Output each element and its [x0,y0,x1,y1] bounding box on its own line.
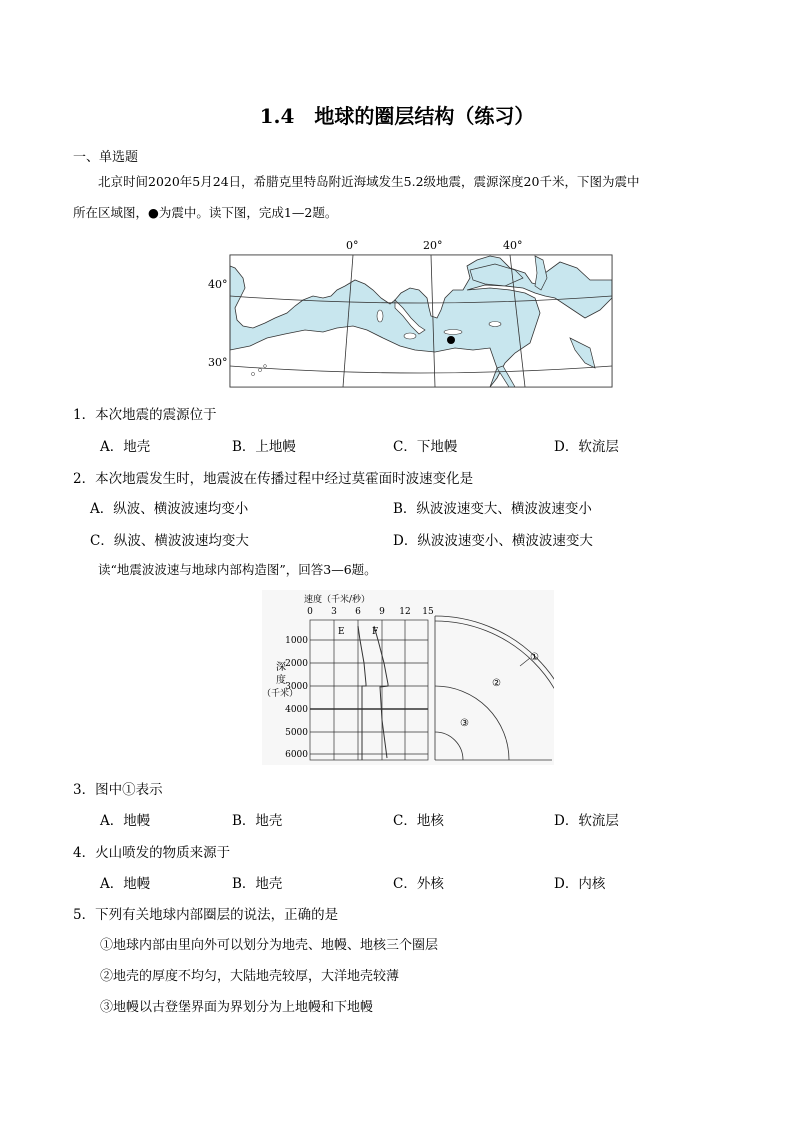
x-tick-label: 9 [379,607,385,617]
y-tick-label: 5000 [285,728,308,738]
layer-label-2: ② [492,678,501,689]
q4-option-c: C．外核 [393,876,444,892]
x-tick-label: 0 [307,607,313,617]
y-axis-title: （千米） [262,689,299,699]
y-tick-label: 1000 [285,636,308,646]
q2-option-b: B．纵波波速变大、横波波速变小 [393,501,592,517]
intro-paragraph-line1: 北京时间2020年5月24日，希腊克里特岛附近海域发生5.2级地震，震源深度20千米，下图为震中 [98,174,640,189]
q1-option-d: D．软流层 [554,439,619,455]
q4-option-a: A．地幔 [100,876,151,892]
question-3-stem: 3．图中①表示 [73,782,163,798]
q3-option-b: B．地壳 [232,813,283,829]
y-tick-label: 2000 [285,659,308,669]
x-tick-label: 6 [355,607,361,617]
lon-label-20: 20° [423,239,443,252]
epicenter-marker [447,336,455,344]
cyprus-island [489,322,501,327]
q5-statement-3: ③地幔以古登堡界面为界划分为上地幔和下地幔 [100,1000,374,1015]
x-tick-label: 3 [331,607,337,617]
q1-option-b: B．上地幔 [232,439,296,455]
page-title: 1.4 地球的圈层结构（练习） [259,104,535,128]
q4-option-b: B．地壳 [232,876,283,892]
section-heading: 一、单选题 [73,150,139,165]
canary-island [251,372,254,375]
crete-island [444,330,462,335]
q2-option-c: C．纵波、横波波速均变大 [90,533,249,549]
lat-label-30: 30° [208,356,228,369]
q3-option-a: A．地幔 [100,813,151,829]
canary-island [264,365,267,368]
question-5-stem: 5．下列有关地球内部圈层的说法，正确的是 [73,907,339,923]
canary-island [258,368,261,371]
question-2-stem: 2．本次地震发生时，地震波在传播过程中经过莫霍面时波速变化是 [73,471,474,487]
question-4-stem: 4．火山喷发的物质来源于 [73,845,231,861]
q2-option-a: A．纵波、横波波速均变小 [90,501,249,517]
intro-paragraph-line2: 所在区域图，●为震中。读下图，完成1—2题。 [73,205,338,220]
q1-option-a: A．地壳 [100,439,151,455]
y-axis-title: 度 [276,675,286,686]
question-1-stem: 1．本次地震的震源位于 [73,407,217,423]
lat-label-40: 40° [208,278,228,291]
sicily-island [404,333,416,339]
curve-label-e: E [338,627,345,637]
y-tick-label: 4000 [285,705,308,715]
x-tick-label: 12 [399,607,411,617]
mediterranean-map [205,238,615,390]
q5-statement-1: ①地球内部由里向外可以划分为地壳、地幔、地核三个圈层 [100,938,439,953]
y-tick-label: 6000 [285,750,308,760]
seismic-wave-figure [262,590,554,765]
intro-2: 读“地震波波速与地球内部构造图”，回答3—6题。 [98,562,377,577]
x-tick-label: 15 [422,607,434,617]
y-tick-label: 3000 [285,682,308,692]
q4-option-d: D．内核 [554,876,606,892]
lon-label-40: 40° [503,239,523,252]
layer-label-3: ③ [460,718,469,729]
layer-label-1: ① [530,652,539,663]
q5-statement-2: ②地壳的厚度不均匀，大陆地壳较厚，大洋地壳较薄 [100,969,400,984]
curve-label-f: F [372,627,379,637]
q1-option-c: C．下地幔 [393,439,458,455]
q2-option-d: D．纵波波速变小、横波波速变大 [393,533,593,549]
sardinia-island [377,310,383,322]
y-axis-title: 深 [276,662,286,673]
lon-label-0: 0° [346,239,359,252]
q3-option-c: C．地核 [393,813,444,829]
q3-option-d: D．软流层 [554,813,619,829]
x-axis-title: 速度（千米/秒） [304,595,371,605]
